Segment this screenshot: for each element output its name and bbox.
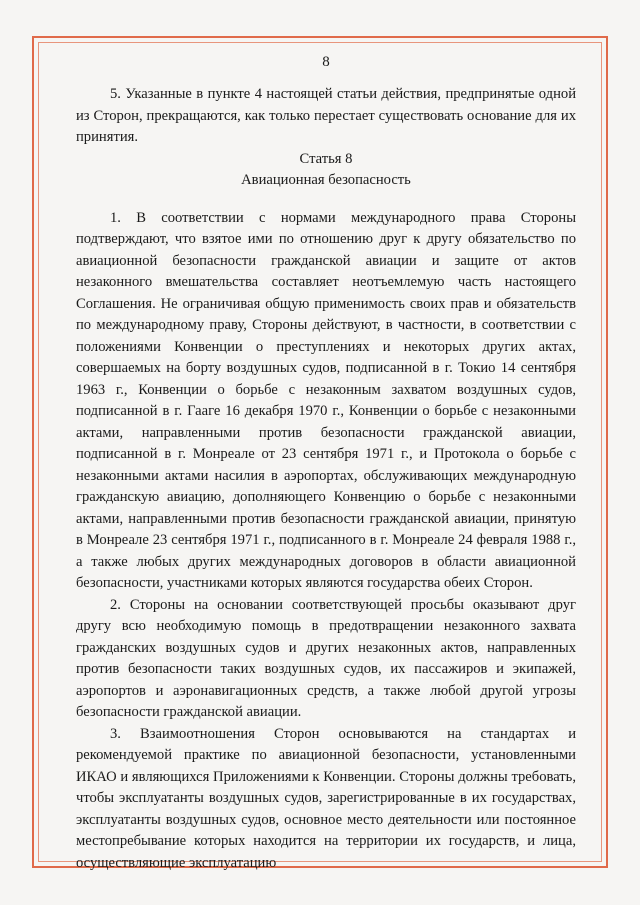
paragraph-5: 5. Указанные в пункте 4 настоящей статьи действия, предпринятые одной из Сторон, прекращаются, как только перестает существовать основание для их принятия. <box>76 86 576 145</box>
paragraph-2: 2. Стороны на основании соответствующей просьбы оказывают друг другу всю необходимую помощь в предотвращении незаконного захвата гражданских воздушных судов и других незаконных актов, направленных против безопасности таких воздушных судов, их пассажиров и экипажей, аэропортов и аэронавигационных средств, а также любой другой угрозы безопасности гражданской авиации. <box>76 596 576 720</box>
article-heading: Статья 8 <box>299 150 353 167</box>
article-title: Авиационная безопасность <box>241 172 411 188</box>
page-number: 8 <box>322 54 330 70</box>
document-body <box>76 52 576 874</box>
paragraph-3: 3. Взаимоотношения Сторон основываются на стандартах и рекомендуемой практике по авиационной безопасности, установленными ИКАО и являющихся Приложениями к Конвенции. Стороны должны требовать, чтобы эксплуатанты воздушных судов, зарегистрированные в их государствах, эксплуатанты воздушных судов, основное место деятельности или постоянное местопребывание которых находится на территории их государств, и лица, осуществляющие эксплуатацию <box>76 725 576 871</box>
paragraph-1: 1. В соответствии с нормами международного права Стороны подтверждают, что взятое ими по отношению друг к другу обязательство по авиационной безопасности гражданской авиации и защите от актов незаконного вмешательства составляет неотъемлемую часть настоящего Соглашения. Не ограничивая общую применимость своих прав и обязательств по международному праву, Стороны действуют, в частности, в соответствии с положениями Конвенции о преступлениях и некоторых других актах, совершаемых на борту воздушных судов, подписанной в г. Токио 14 сентября 1963 г., Конвенции о борьбе с незаконным захватом воздушных судов, подписанной в г. Гааге 16 декабря 1970 г., Конвенции о борьбе с незаконными актами, направленными против безопасности гражданской авиации, подписанной в г. Монреале от 23 сентября 1971 г., и Протокола о борьбе с незаконными актами насилия в аэропортах, обслуживающих международную гражданскую авиацию, дополняющего Конвенцию о борьбе с незаконными актами, направленными против безопасности гражданской авиации, принятую в Монреале 23 сентября 1971 г., подписанного в г. Монреале 24 февраля 1988 г., а также любых других международных договоров в области авиационной безопасности, участниками которых являются государства обеих Сторон. <box>76 209 576 591</box>
